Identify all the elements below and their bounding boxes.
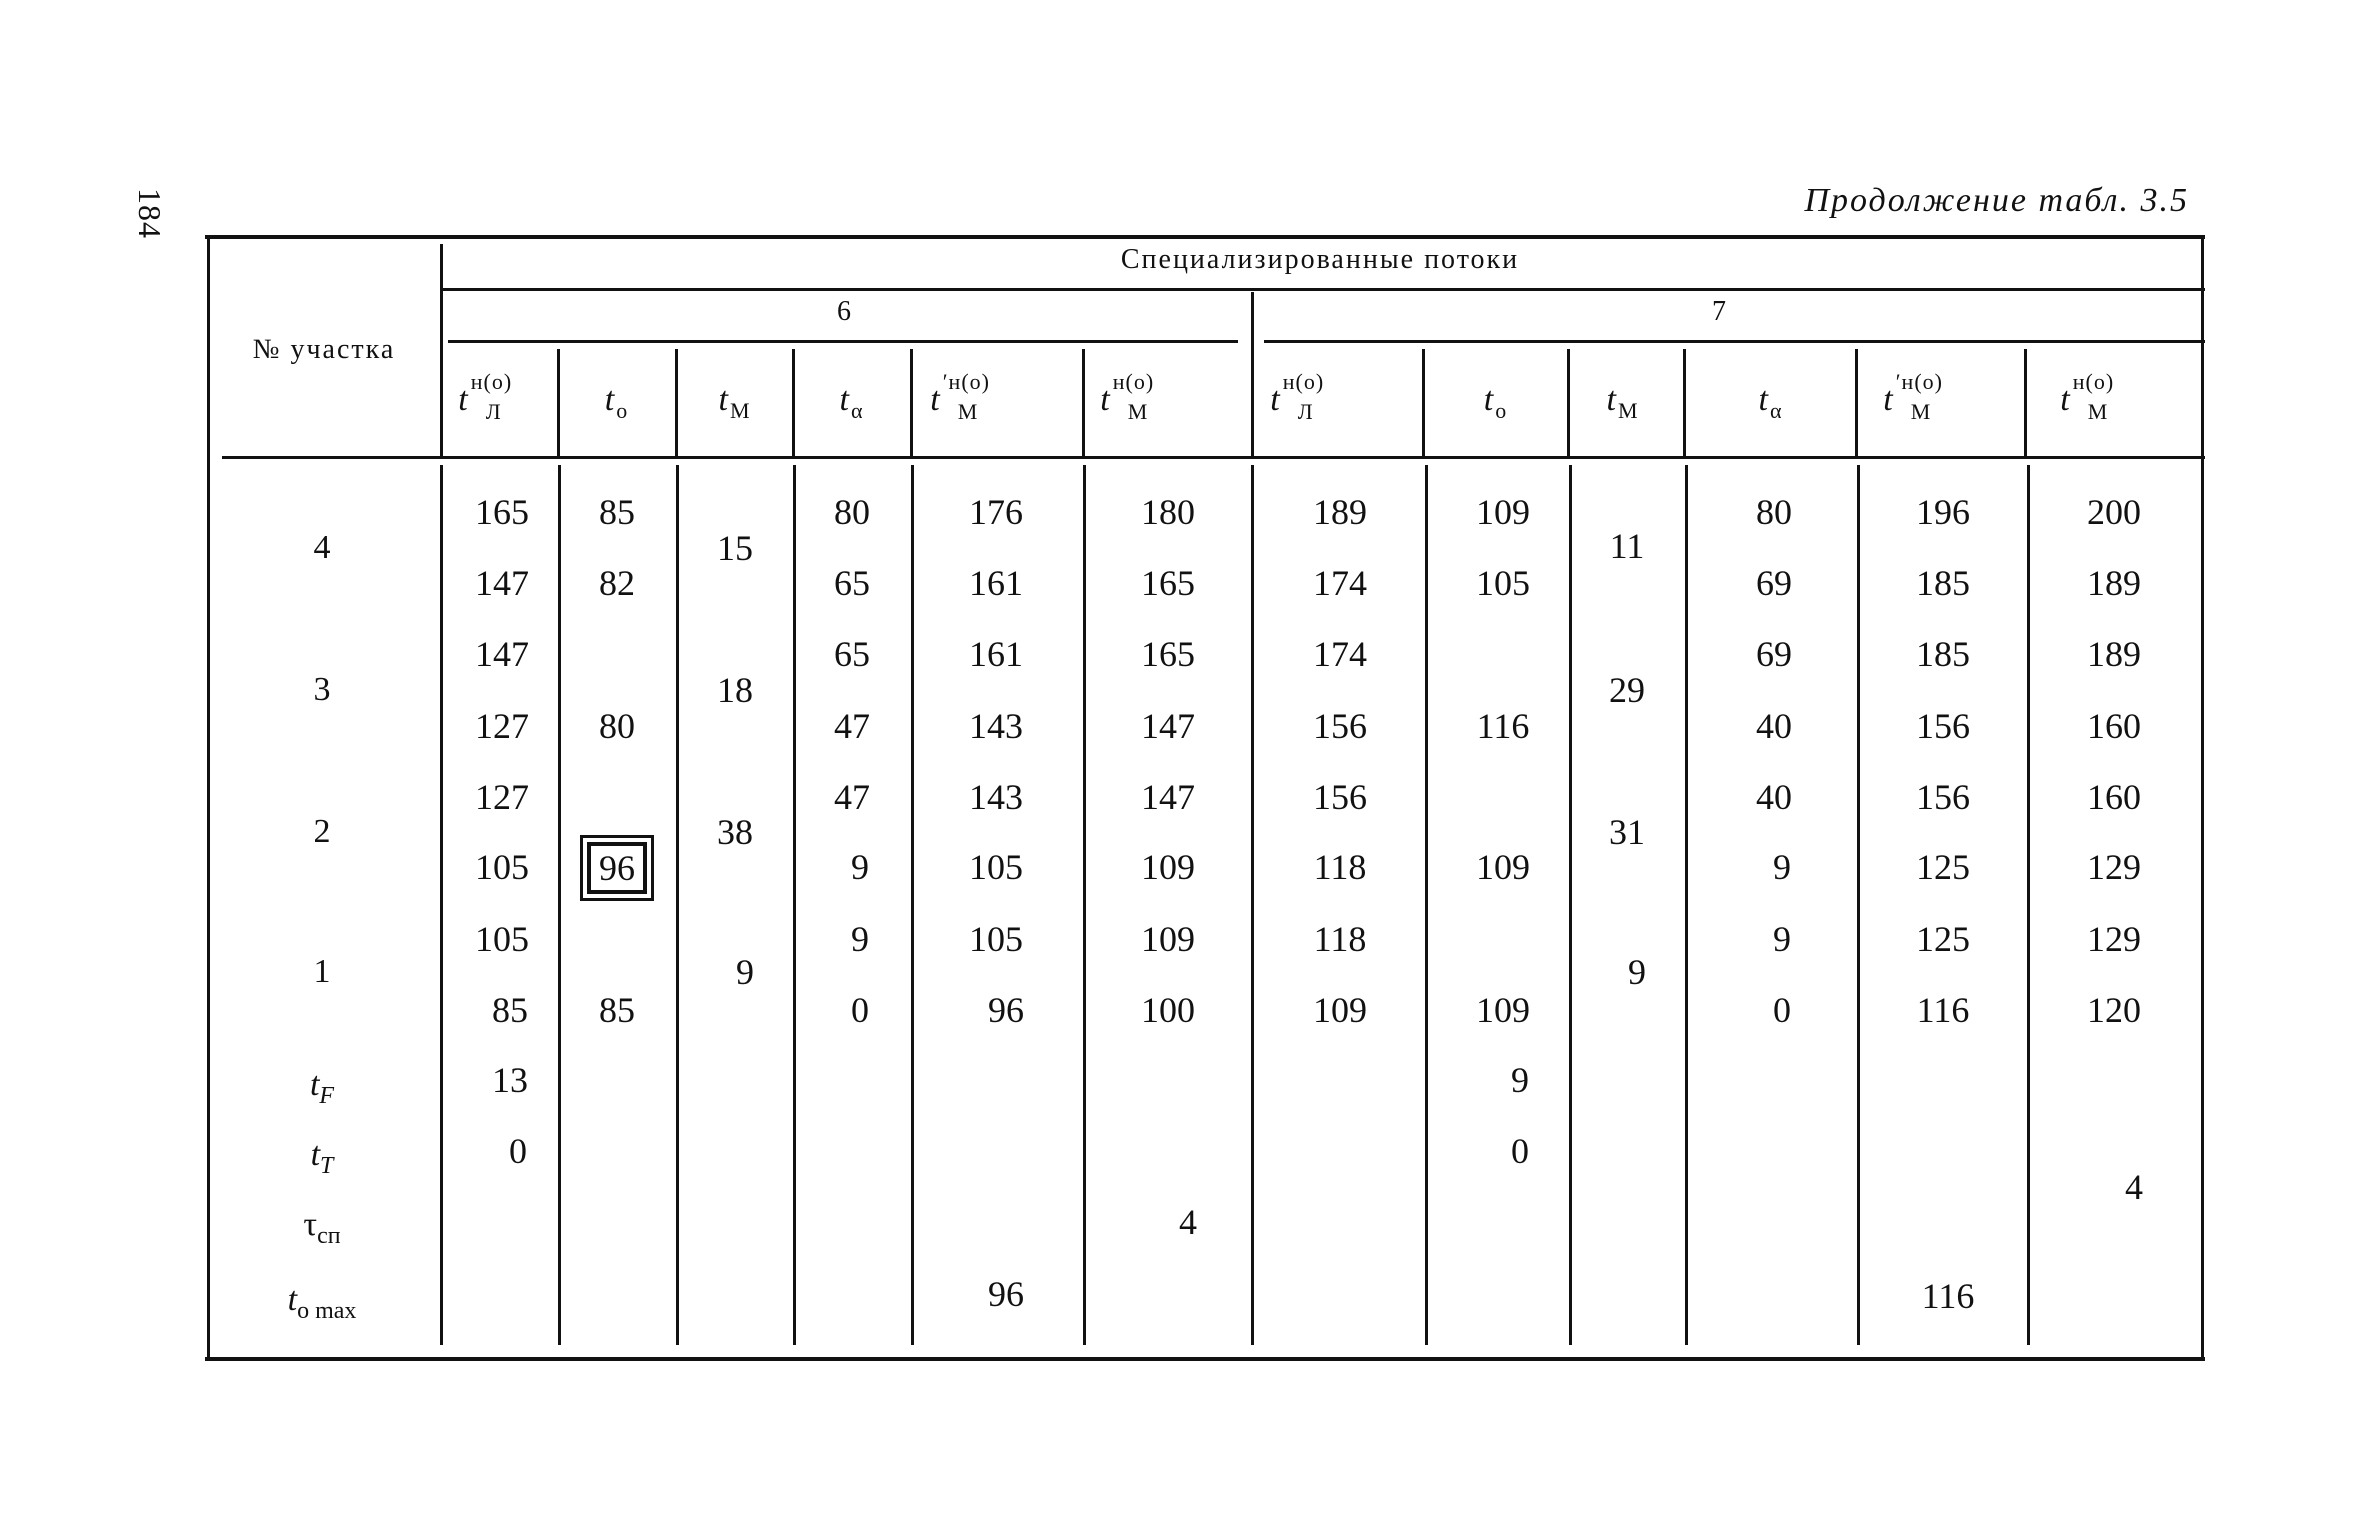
col-header-tpm-7: t ′н(о) М <box>1883 369 1943 424</box>
g6-to-cell: 85 <box>599 492 635 532</box>
body-sep-2 <box>676 465 679 1345</box>
g7-ta-cell: 80 <box>1756 492 1792 532</box>
g6-tm-cell: 9 <box>736 952 754 992</box>
g6-tm-cell: 15 <box>717 528 753 568</box>
g7-tpm-cell: 156 <box>1916 706 1970 746</box>
row-label-tF: $t_F$ <box>309 1066 335 1109</box>
body-sep-8 <box>1569 465 1572 1345</box>
g6-ta-cell: 80 <box>834 492 870 532</box>
group-separator-header <box>1251 292 1254 456</box>
g7-tnm-cell: 160 <box>2087 777 2141 817</box>
group-7-label: 7 <box>1712 296 1728 327</box>
page-number: 184 <box>132 188 168 239</box>
g7-tnl-cell: 118 <box>1313 847 1367 887</box>
row-label-tomax: $t_{о max}$ <box>287 1281 357 1324</box>
col-header-tnl-6: t н(о) Л <box>458 369 513 424</box>
g7-ta-cell: 40 <box>1756 706 1792 746</box>
g7-tpm-cell: 156 <box>1916 777 1970 817</box>
body-sep-4 <box>911 465 914 1345</box>
hdr-sep-3 <box>792 349 795 456</box>
col-header-tnl-7: t н(о) Л <box>1270 369 1325 424</box>
g7-tpm-cell: 125 <box>1916 847 1970 887</box>
g7-tnm-cell: 120 <box>2087 990 2141 1030</box>
hdr-sep-10 <box>2024 349 2027 456</box>
g7-tT-cell: 0 <box>1511 1131 1529 1171</box>
col-header-tnm-6: t н(о) М <box>1100 369 1155 424</box>
row-label-3: 3 <box>313 671 331 708</box>
g7-tnl-cell: 156 <box>1313 706 1367 746</box>
body-sep-6 <box>1251 465 1254 1345</box>
g6-tnl-cell: 147 <box>475 634 529 674</box>
group-6-label: 6 <box>837 296 853 327</box>
g6-tnl-cell: 105 <box>475 847 529 887</box>
g6-tnl-cell: 127 <box>475 706 529 746</box>
g6-tnl-cell: 127 <box>475 777 529 817</box>
table-top-rule <box>205 235 2205 239</box>
col-header-tpm-6: t ′н(о) М <box>930 369 990 424</box>
body-sep-7 <box>1425 465 1428 1345</box>
header-bottom-rule <box>222 456 2205 459</box>
g6-tpm-cell: 143 <box>969 777 1023 817</box>
g7-ta-cell: 0 <box>1773 990 1791 1030</box>
g7-to-cell: 105 <box>1476 563 1530 603</box>
g6-tpm-cell: 176 <box>969 492 1023 532</box>
g7-tpm-cell: 116 <box>1916 990 1970 1030</box>
stub-separator <box>440 244 443 456</box>
body-sep-5 <box>1083 465 1086 1345</box>
g6-ta-cell: 9 <box>851 847 869 887</box>
group-7-rule <box>1264 340 2205 343</box>
col-header-tnm-7: t н(о) М <box>2060 369 2115 424</box>
table-bottom-rule <box>205 1357 2205 1361</box>
g6-tpm-cell: 96 <box>988 990 1024 1030</box>
g7-to-cell: 109 <box>1476 847 1530 887</box>
row-label-1: 1 <box>313 953 331 990</box>
g6-tnl-cell: 147 <box>475 563 529 603</box>
table-caption: Продолжение табл. 3.5 <box>1804 182 2189 219</box>
g6-to-cell: 80 <box>599 706 635 746</box>
g6-tnm-cell: 109 <box>1141 919 1195 959</box>
g7-tm-cell: 31 <box>1609 812 1645 852</box>
col-header-to-7: $t_о$ <box>1483 381 1507 423</box>
hdr-sep-5 <box>1082 349 1085 456</box>
g7-tnm-cell: 189 <box>2087 563 2141 603</box>
g7-tnm-cell: 160 <box>2087 706 2141 746</box>
col-header-ta-6: $t_\alpha$ <box>839 381 863 423</box>
group-title: Специализированные потоки <box>1120 244 1520 275</box>
g7-to-cell: 109 <box>1476 492 1530 532</box>
hdr-sep-8 <box>1683 349 1686 456</box>
g6-ta-cell: 47 <box>834 706 870 746</box>
g6-tau-cell: 4 <box>1179 1202 1197 1242</box>
row-label-2: 2 <box>313 813 331 850</box>
col-header-to-6: $t_о$ <box>604 381 628 423</box>
g7-tnl-cell: 174 <box>1313 634 1367 674</box>
hdr-sep-6 <box>1422 349 1425 456</box>
body-sep-10 <box>1857 465 1860 1345</box>
g6-tpm-cell: 143 <box>969 706 1023 746</box>
g7-tau-cell: 4 <box>2125 1167 2143 1207</box>
g6-tnm-cell: 180 <box>1141 492 1195 532</box>
table-left-border <box>207 235 210 1360</box>
g7-ta-cell: 9 <box>1773 847 1791 887</box>
g7-tnm-cell: 129 <box>2087 847 2141 887</box>
hdr-sep-7 <box>1567 349 1570 456</box>
col-header-tm-6: $t_М$ <box>718 381 750 423</box>
table-right-border <box>2201 235 2204 1360</box>
g7-tF-cell: 9 <box>1511 1060 1529 1100</box>
hdr-sep-9 <box>1855 349 1858 456</box>
g7-tnm-cell: 189 <box>2087 634 2141 674</box>
g6-tnm-cell: 109 <box>1141 847 1195 887</box>
g6-to-cell: 85 <box>599 990 635 1030</box>
g6-ta-cell: 65 <box>834 634 870 674</box>
g6-tpm-cell: 161 <box>969 563 1023 603</box>
g7-tomax-cell: 116 <box>1921 1276 1975 1316</box>
g6-tpm-cell: 161 <box>969 634 1023 674</box>
g7-ta-cell: 69 <box>1756 563 1792 603</box>
g7-tm-cell: 11 <box>1609 526 1645 566</box>
g6-tnl-cell: 0 <box>509 1131 527 1171</box>
g6-tnm-cell: 147 <box>1141 706 1195 746</box>
g7-tpm-cell: 196 <box>1916 492 1970 532</box>
group-title-rule <box>440 288 2205 291</box>
hdr-sep-1 <box>557 349 560 456</box>
body-sep-1 <box>558 465 561 1345</box>
g6-tnl-cell: 165 <box>475 492 529 532</box>
col-header-ta-7: $t_\alpha$ <box>1758 381 1782 423</box>
g7-tpm-cell: 185 <box>1916 563 1970 603</box>
g6-ta-cell: 65 <box>834 563 870 603</box>
g6-tnm-cell: 100 <box>1141 990 1195 1030</box>
g7-tpm-cell: 125 <box>1916 919 1970 959</box>
g6-tnl-cell: 105 <box>475 919 529 959</box>
g6-to-cell-critical: 96 <box>587 850 647 886</box>
body-sep-3 <box>793 465 796 1345</box>
g7-tm-cell: 29 <box>1609 670 1645 710</box>
g7-tnl-cell: 156 <box>1313 777 1367 817</box>
g7-tnl-cell: 174 <box>1313 563 1367 603</box>
g7-to-cell: 116 <box>1476 706 1530 746</box>
group-6-rule <box>448 340 1238 343</box>
g7-tnm-cell: 129 <box>2087 919 2141 959</box>
g7-ta-cell: 40 <box>1756 777 1792 817</box>
body-sep-9 <box>1685 465 1688 1345</box>
g6-tnl-cell: 85 <box>492 990 528 1030</box>
col-header-tm-7: $t_М$ <box>1606 381 1638 423</box>
g6-tpm-cell: 105 <box>969 919 1023 959</box>
g6-tnm-cell: 147 <box>1141 777 1195 817</box>
row-label-tau: $\tau_{сп}$ <box>303 1206 341 1249</box>
g7-tm-cell: 9 <box>1628 952 1646 992</box>
g6-ta-cell: 0 <box>851 990 869 1030</box>
g6-to-cell: 82 <box>599 563 635 603</box>
hdr-sep-2 <box>675 349 678 456</box>
g6-tnm-cell: 165 <box>1141 563 1195 603</box>
g6-tnm-cell: 165 <box>1141 634 1195 674</box>
g7-tnl-cell: 118 <box>1313 919 1367 959</box>
hdr-sep-4 <box>910 349 913 456</box>
g6-ta-cell: 47 <box>834 777 870 817</box>
g7-tpm-cell: 185 <box>1916 634 1970 674</box>
g7-ta-cell: 69 <box>1756 634 1792 674</box>
g6-tm-cell: 38 <box>717 812 753 852</box>
body-sep-0 <box>440 465 443 1345</box>
g6-tm-cell: 18 <box>717 670 753 710</box>
g7-tnm-cell: 200 <box>2087 492 2141 532</box>
body-sep-11 <box>2027 465 2030 1345</box>
g6-tpm-cell: 105 <box>969 847 1023 887</box>
g6-ta-cell: 9 <box>851 919 869 959</box>
g6-tomax-cell: 96 <box>988 1274 1024 1314</box>
g6-tnl-cell: 13 <box>492 1060 528 1100</box>
g7-to-cell: 109 <box>1476 990 1530 1030</box>
stub-header: № участка <box>252 334 396 365</box>
row-label-tT: $t_T$ <box>310 1136 334 1179</box>
row-label-4: 4 <box>313 529 331 566</box>
g7-ta-cell: 9 <box>1773 919 1791 959</box>
g7-tnl-cell: 109 <box>1313 990 1367 1030</box>
g7-tnl-cell: 189 <box>1313 492 1367 532</box>
